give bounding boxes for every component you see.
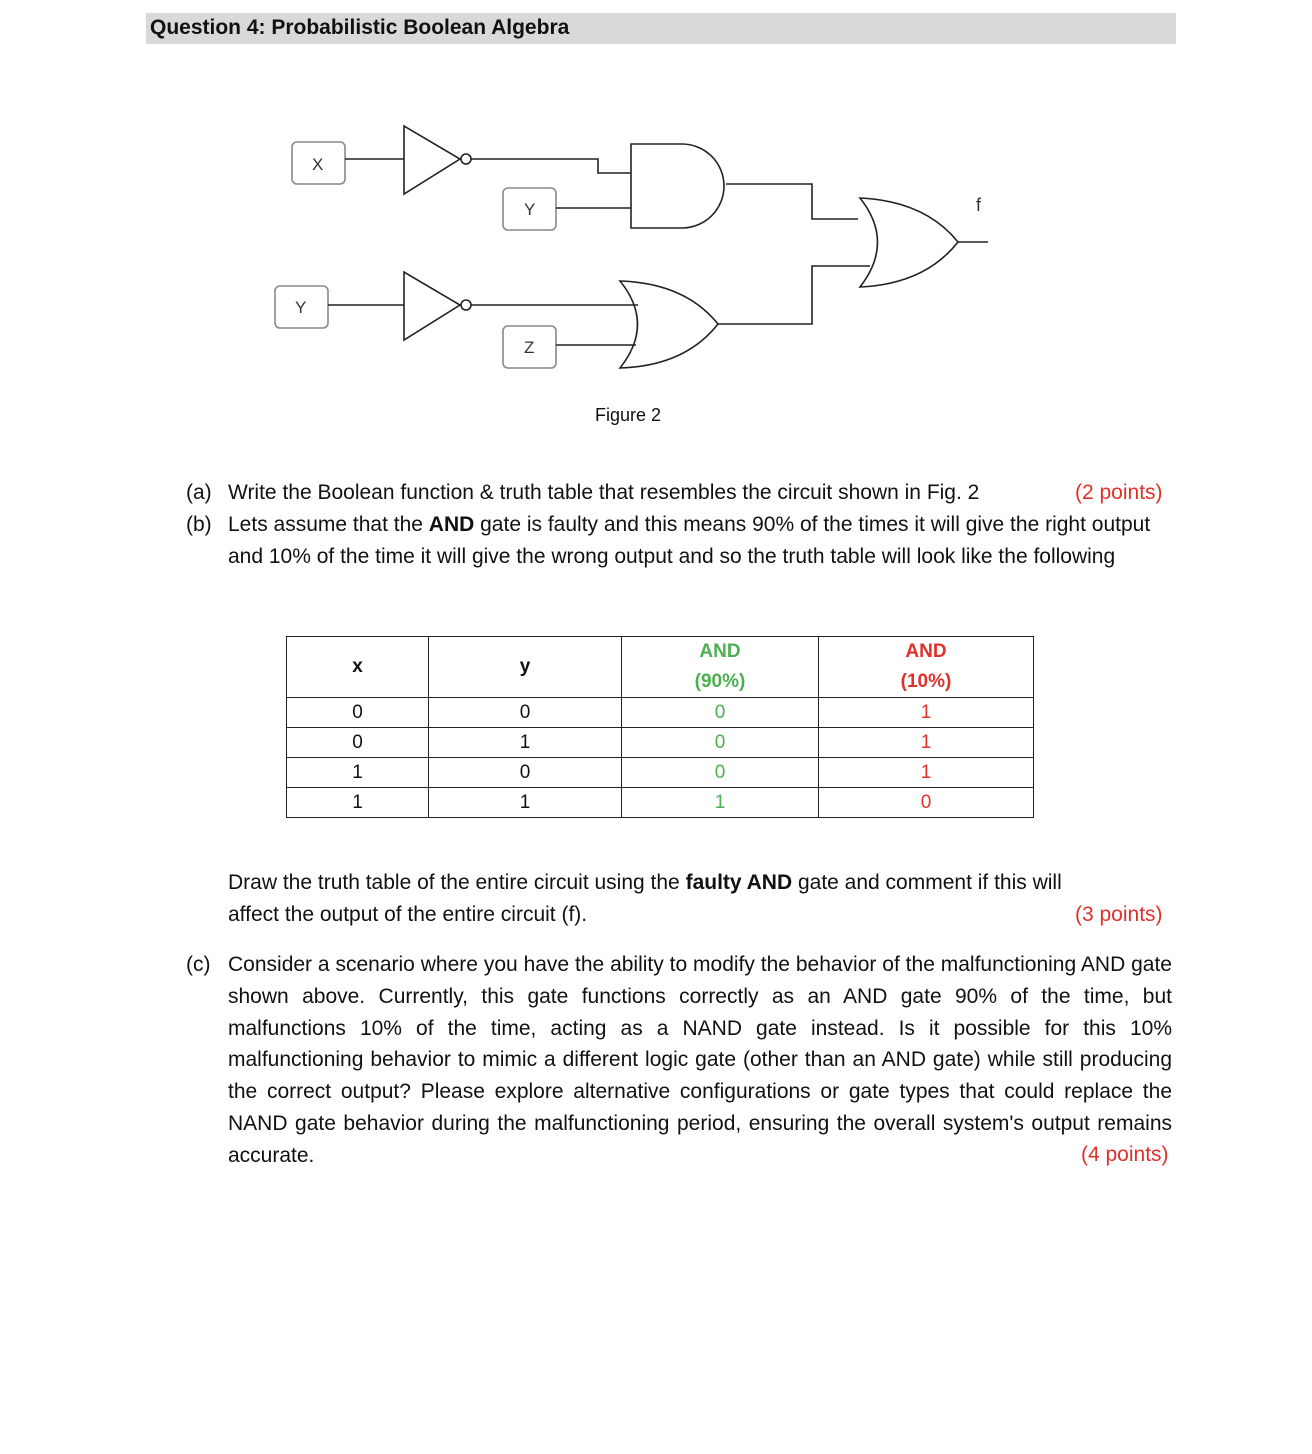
table-row — [287, 728, 1034, 758]
table-row — [287, 788, 1034, 818]
part-b-task-before: Draw the truth table of the entire circuit using the — [228, 871, 686, 894]
part-b-task-line1 — [228, 871, 1062, 895]
table-row — [287, 698, 1034, 728]
wire-or1-to-or2 — [718, 266, 870, 324]
part-b-text — [228, 509, 1168, 573]
cell-and-10: 0 — [819, 788, 1034, 818]
header-and-10-line2: (10%) — [900, 671, 952, 692]
part-b-text-after: gate is faulty and this means 90% of the times it will give the right output and 10% of the time it will give the wrong output and so the truth table will look like the following — [228, 513, 1151, 568]
or-gate-1 — [620, 281, 718, 368]
cell-x: 1 — [287, 788, 429, 818]
cell-y: 0 — [429, 698, 622, 728]
cell-and-90: 0 — [622, 698, 819, 728]
cell-y: 0 — [429, 758, 622, 788]
header-x: x — [287, 637, 429, 698]
part-b-task-after: gate and comment if this will — [792, 871, 1062, 894]
table-header-row — [287, 637, 1034, 698]
input-label-x: X — [312, 155, 324, 174]
part-b-task-line2: affect the output of the entire circuit (f). — [228, 903, 588, 926]
cell-and-10: 1 — [819, 698, 1034, 728]
part-a-text: Write the Boolean function & truth table that resembles the circuit shown in Fig. 2 — [228, 481, 980, 504]
wire-not1-to-and — [471, 159, 631, 173]
cell-and-90: 1 — [622, 788, 819, 818]
header-y: y — [429, 637, 622, 698]
figure-caption: Figure 2 — [595, 405, 662, 425]
part-b-label: (b) — [186, 513, 212, 536]
question-title: Question 4: Probabilistic Boolean Algebra — [150, 16, 570, 39]
cell-x: 0 — [287, 698, 429, 728]
faulty-and-truth-table — [286, 636, 1034, 818]
cell-and-90: 0 — [622, 758, 819, 788]
not-gate-2-bubble — [461, 300, 471, 310]
cell-and-90: 0 — [622, 728, 819, 758]
header-and-90-line1: AND — [699, 641, 741, 662]
header-and-10-line1: AND — [905, 641, 947, 662]
part-c-points: (4 points) — [1081, 1143, 1169, 1166]
header-and-90-line2: (90%) — [694, 671, 746, 692]
cell-y: 1 — [429, 728, 622, 758]
part-a-label: (a) — [186, 481, 212, 504]
part-b-points: (3 points) — [1075, 903, 1163, 926]
part-b-task-bold: faulty AND — [685, 871, 793, 894]
part-b-text-before: Lets assume that the — [228, 513, 429, 536]
input-label-y-lower: Y — [295, 298, 307, 317]
input-label-y-upper: Y — [524, 200, 536, 219]
or-gate-2 — [860, 198, 958, 287]
cell-y: 1 — [429, 788, 622, 818]
output-label-f: f — [976, 195, 982, 215]
cell-and-10: 1 — [819, 728, 1034, 758]
cell-x: 1 — [287, 758, 429, 788]
circuit-diagram — [0, 0, 1312, 440]
and-gate — [631, 144, 724, 228]
part-b-bold: AND — [428, 513, 475, 536]
table-row — [287, 758, 1034, 788]
part-c-text: Consider a scenario where you have the ability to modify the behavior of the malfunctioning AND gate shown above. Currently, this gate functions correctly as an AND gate 90% of the time, but malfunctions 10% of the time, acting as a NAND gate instead. Is it possible for this 10% malfunctioning behavior to mimic a different logic gate (other than an AND gate) while still producing the correct output? Please explore alternative configurations or gate types that could replace the NAND gate behavior during the malfunctioning period, ensuring the overall system's output remains accurate. — [228, 953, 1172, 1167]
not-gate-1-bubble — [461, 154, 471, 164]
part-c-label: (c) — [186, 953, 211, 976]
cell-and-10: 1 — [819, 758, 1034, 788]
not-gate-2 — [404, 272, 460, 340]
wire-and-to-or — [726, 184, 858, 219]
cell-x: 0 — [287, 728, 429, 758]
input-label-z: Z — [524, 338, 535, 357]
header-and-90 — [622, 637, 819, 698]
header-and-10 — [819, 637, 1034, 698]
part-a-points: (2 points) — [1075, 481, 1163, 504]
not-gate-1 — [404, 126, 460, 194]
